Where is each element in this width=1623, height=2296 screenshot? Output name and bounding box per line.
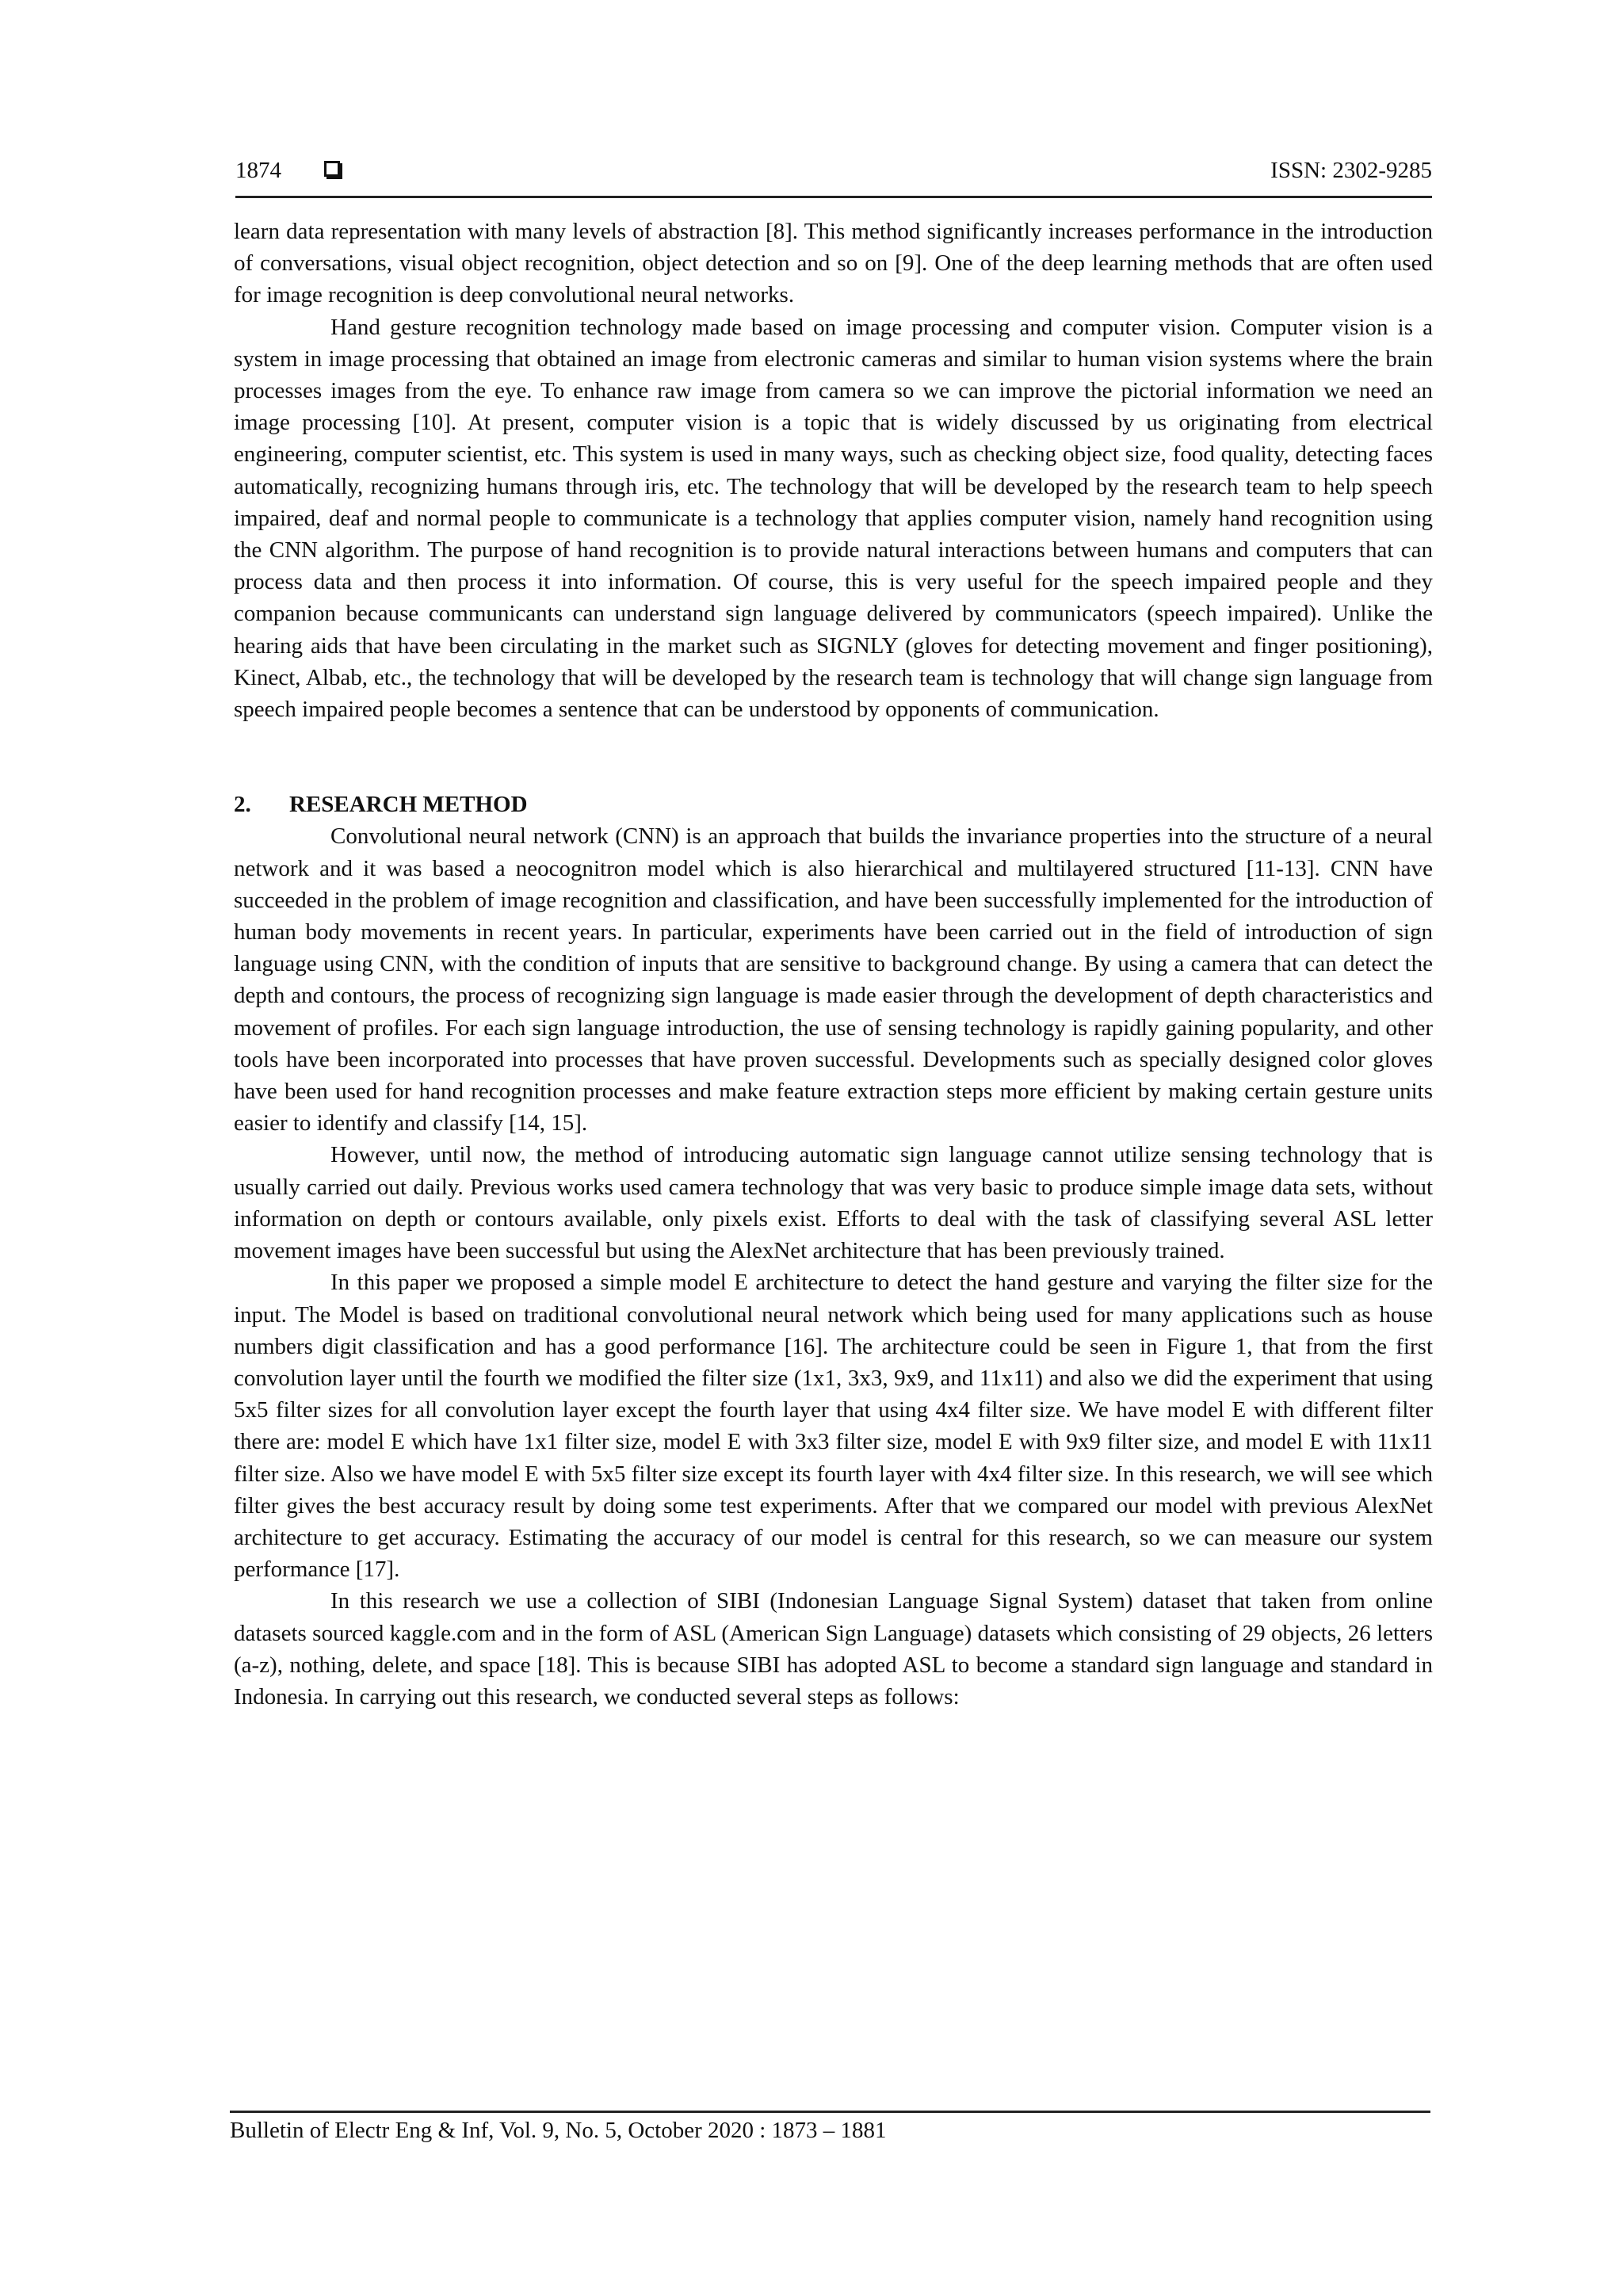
page-header (235, 155, 1432, 198)
journal-citation: Bulletin of Electr Eng & Inf, Vol. 9, No. 5, October 2020 : 1873 – 1881 (230, 2118, 887, 2143)
method-paragraph-1: Convolutional neural network (CNN) is an approach that builds the invariance properties into the structure of a neural network and it was based a neocognitron model which is also hierarchical and multilayered structured [11-13]. CNN have succeeded in the problem of image recognition and classification, and have been successfully implemented for the introduction of human body movements in recent years. In particular, experiments have been carried out in the field of introduction of sign language using CNN, with the condition of inputs that are sensitive to background change. By using a camera that can detect the depth and contours, the process of recognizing sign language is made easier through the development of depth characteristics and movement of profiles. For each sign language introduction, the use of sensing technology is rapidly gaining popularity, and other tools have been incorporated into processes that have proven successful. Developments such as specially designed color gloves have been used for hand recognition processes and make feature extraction steps more efficient by making certain gesture units easier to identify and classify [14, 15]. (234, 823, 1433, 1137)
section-number: 2. (234, 792, 251, 818)
intro-paragraph-1: learn data representation with many levels of abstraction [8]. This method significantly increases performance in the introduction of conversations, visual object recognition, object detection and so on [9]. One of the deep learning methods that are often used for image recognition is deep convolutional neural networks. (234, 219, 1433, 308)
section-heading (234, 789, 1433, 820)
page-number: 1874 (235, 158, 281, 183)
issn-label: ISSN: 2302-9285 (1270, 158, 1432, 183)
method-paragraph-2: However, until now, the method of introducing automatic sign language cannot utilize sensing technology that is usually carried out daily. Previous works used camera technology that was very basic to produce simple image data sets, without information on depth or contours available, only pixels exist. Efforts to deal with the task of classifying several ASL letter movement images have been successful but using the AlexNet architecture that has been previously trained. (234, 1142, 1433, 1264)
method-paragraph-3: In this paper we proposed a simple model E architecture to detect the hand gesture and varying the filter size for the input. The Model is based on traditional convolutional neural network which being used for many applications such as house numbers digit classification and has a good performance [16]. The architecture could be seen in Figure 1, that from the first convolution layer until the fourth we modified the filter size (1x1, 3x3, 9x9, and 11x11) and also we did the experiment that using 5x5 filter sizes for all convolution layer except the fourth layer that using 4x4 filter size. We have model E with different filter there are: model E which have 1x1 filter size, model E with 3x3 filter size, model E with 9x9 filter size, and model E with 11x11 filter size. Also we have model E with 5x5 filter size except its fourth layer with 4x4 filter size. In this research, we will see which filter gives the best accuracy result by doing some test experiments. After that we compared our model with previous AlexNet architecture to get accuracy. Estimating the accuracy of our model is central for this research, so we can measure our system performance [17]. (234, 1270, 1433, 1583)
checkbox-square-icon (324, 161, 340, 177)
section-title: RESEARCH METHOD (289, 792, 528, 818)
article-body (234, 216, 1433, 1713)
page-footer (230, 2111, 1430, 2144)
method-paragraph-4: In this research we use a collection of SIBI (Indonesian Language Signal System) dataset that taken from online datasets sourced kaggle.com and in the form of ASL (American Sign Language) datasets which consisting of 29 objects, 26 letters (a-z), nothing, delete, and space [18]. This is because SIBI has adopted ASL to become a standard sign language and standard in Indonesia. In carrying out this research, we conducted several steps as follows: (234, 1588, 1433, 1710)
intro-paragraph-2: Hand gesture recognition technology made based on image processing and computer vision. Computer vision is a system in image processing that obtained an image from electronic cameras and similar to human vision systems where the brain processes images from the eye. To enhance raw image from camera so we can improve the pictorial information we need an image processing [10]. At present, computer vision is a topic that is widely discussed by us originating from electrical engineering, computer scientist, etc. This system is used in many ways, such as checking object size, food quality, detecting faces automatically, recognizing humans through iris, etc. The technology that will be developed by the research team to help speech impaired, deaf and normal people to communicate is a technology that applies computer vision, namely hand recognition using the CNN algorithm. The purpose of hand recognition is to provide natural interactions between humans and computers that can process data and then process it into information. Of course, this is very useful for the speech impaired people and they companion because communicants can understand sign language delivered by communicators (speech impaired). Unlike the hearing aids that have been circulating in the market such as SIGNLY (gloves for detecting movement and finger positioning), Kinect, Albab, etc., the technology that will be developed by the research team is technology that will change sign language from speech impaired people becomes a sentence that can be understood by opponents of communication. (234, 314, 1433, 723)
